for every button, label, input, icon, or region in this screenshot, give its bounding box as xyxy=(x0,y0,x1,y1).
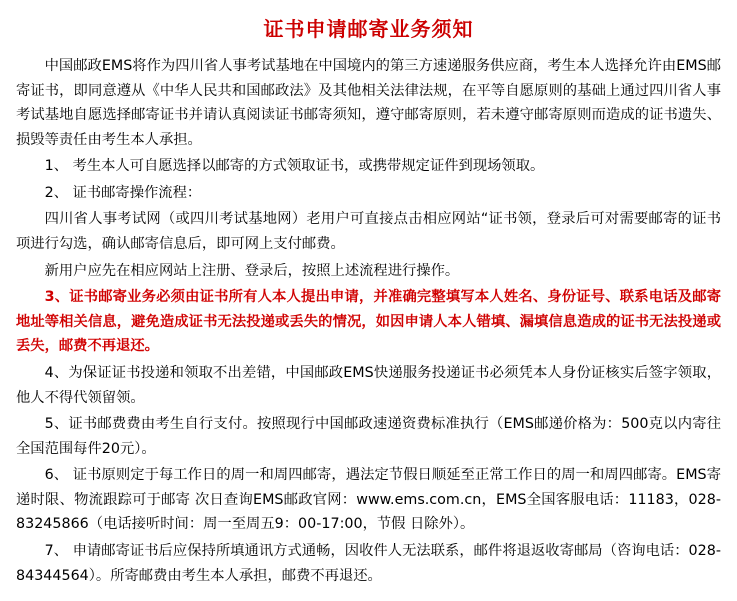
paragraph-item-1: 1、 考生本人可自愿选择以邮寄的方式领取证书，或携带规定证件到现场领取。 xyxy=(44,158,545,175)
paragraph-item-3: 3、证书邮寄业务必须由证书所有人本人提出申请，并准确完整填写本人姓名、身份证号、联系电话及邮寄地址等相关信息，避免造成证书无法投递或丢失的情况，如因申请人本人错填、漏填信息造成的证书无法投递或丢失，邮费不再退还。 xyxy=(16,289,721,355)
paragraph-item-2-old-user: 四川省人事考试网（或四川考试基地网）老用户可直接点击相应网站“证书领，登录后可对需要邮寄的证书项进行勾选，确认邮寄信息后，即可网上支付邮费。 xyxy=(16,211,721,253)
page-title: 证书申请邮寄业务须知 xyxy=(263,17,474,41)
paragraph-item-2-new-user: 新用户应先在相应网站上注册、登录后，按照上述流程进行操作。 xyxy=(44,262,460,279)
paragraph-intro: 中国邮政EMS将作为四川省人事考试基地在中国境内的第三方速递服务供应商，考生本人选择允许由EMS邮寄证书，即同意遵从《中华人民共和国邮政法》及其他相关法律法规，在平等自愿原则的基础上通过四川省人事考试基地自愿选择邮寄证书并请认真阅读证书邮寄须知，遵守邮寄原则，若未遵守邮寄原则而造成的证书遗失、损毁等责任由考生本人承担。 xyxy=(16,58,721,148)
paragraph-item-6: 6、 证书原则定于每工作日的周一和周四邮寄，遇法定节假日顺延至正常工作日的周一和周四邮寄。EMS寄递时限、物流跟踪可于邮寄 次日查询EMS邮政官网：www.ems.com.cn，EMS全国客服电话：11183，028-83245866（电话接听时间：周一至周五9：00-17:00，节假 日除外）。 xyxy=(16,467,721,533)
paragraph-item-2: 2、 证书邮寄操作流程： xyxy=(44,184,202,201)
paragraph-item-7: 7、 申请邮寄证书后应保持所填通讯方式通畅，因收件人无法联系，邮件将退返收寄邮局（咨询电话：028-84344564）。所寄邮费由考生本人承担，邮费不再退还。 xyxy=(16,542,721,584)
paragraph-item-4: 4、为保证证书投递和领取不出差错，中国邮政EMS快递服务投递证书必须凭本人身份证核实后签字领取，他人不得代领留领。 xyxy=(16,364,721,406)
paragraph-item-5: 5、证书邮费费由考生自行支付。按照现行中国邮政速递资费标准执行（EMS邮递价格为：500克以内寄往全国范围每件20元）。 xyxy=(16,416,721,457)
